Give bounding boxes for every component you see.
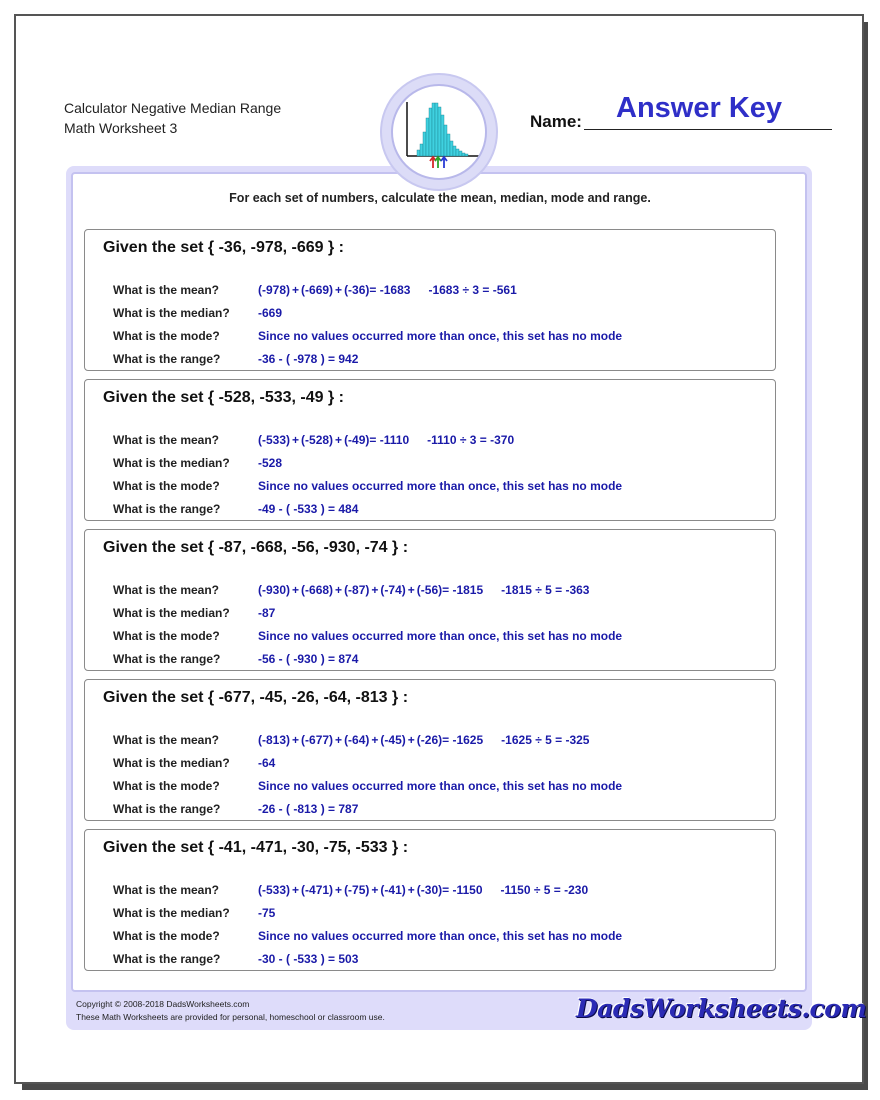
question-label: What is the mode? [113,329,220,343]
sum-term: (-471) [301,883,334,897]
plus-sign: + [335,433,343,447]
mean-division: -1150 ÷ 5 = -230 [500,883,589,897]
range-answer: -36 - ( -978 ) = 942 [258,352,359,366]
mode-answer: Since no values occurred more than once, this set has no mode [258,929,623,943]
median-answer: -669 [258,306,283,320]
sum-term: (-533) [258,883,291,897]
plus-sign: + [371,883,379,897]
median-answer: -75 [258,906,276,920]
plus-sign: + [371,733,379,747]
problem-box [84,829,776,971]
footer-copyright [76,998,385,1024]
sum-term: (-41) [380,883,406,897]
question-label: What is the range? [113,952,221,966]
mode-answer: Since no values occurred more than once, this set has no mode [258,779,623,793]
question-label: What is the mean? [113,733,220,747]
question-label: What is the median? [113,906,230,920]
question-label: What is the mode? [113,929,220,943]
median-term-highlighted: (-87) [344,583,370,597]
worksheet-title [64,98,281,138]
question-label: What is the mean? [113,583,220,597]
sum-term: (-978) [258,283,291,297]
copyright-text: Copyright © 2008-2018 DadsWorksheets.com [76,999,250,1009]
question-label: What is the median? [113,456,230,470]
question-label: What is the mean? [113,283,220,297]
plus-sign: + [407,583,415,597]
sum-term: (-49) [344,433,370,447]
mean-division: -1625 ÷ 5 = -325 [501,733,590,747]
mean-answer [258,581,589,599]
median-term-highlighted: (-528) [301,433,334,447]
problem-box [84,529,776,671]
plus-sign: + [292,283,300,297]
mean-division: -1683 ÷ 3 = -561 [428,283,517,297]
sum-term: (-930) [258,583,291,597]
mean-answer [258,731,589,749]
mean-answer [258,281,517,299]
worksheet-title-line1: Calculator Negative Median Range [64,100,282,116]
range-answer: -56 - ( -930 ) = 874 [258,652,359,666]
range-answer: -49 - ( -533 ) = 484 [258,502,359,516]
question-label: What is the range? [113,352,221,366]
question-label: What is the mean? [113,433,220,447]
mode-answer: Since no values occurred more than once, this set has no mode [258,629,623,643]
median-answer: -528 [258,456,283,470]
bell-curve-histogram-icon [393,86,485,178]
problem-box [84,679,776,821]
question-label: What is the mode? [113,479,220,493]
median-term-highlighted: (-669) [301,283,334,297]
mean-answer [258,431,514,449]
plus-sign: + [371,583,379,597]
sum-term: (-668) [301,583,334,597]
worksheet-page [14,14,867,1084]
problem-heading: Given the set { -87, -668, -56, -930, -74 } : [103,539,409,556]
problem-box [84,379,776,521]
problem-heading: Given the set { -36, -978, -669 } : [103,239,344,256]
problem-heading: Given the set { -677, -45, -26, -64, -813 } : [103,689,409,706]
plus-sign: + [407,733,415,747]
question-label: What is the range? [113,652,221,666]
plus-sign: + [292,733,300,747]
sum-result: = -1683 [369,283,411,297]
sum-term: (-26) [416,733,443,747]
dadsworksheets-logo: DadsWorksheets.com [576,994,867,1023]
usage-note: These Math Worksheets are provided for personal, homeschool or classroom use. [76,1012,385,1022]
plus-sign: + [292,433,300,447]
problem-heading: Given the set { -528, -533, -49 } : [103,389,344,406]
sum-term: (-30) [416,883,443,897]
median-term-highlighted: (-64) [344,733,370,747]
plus-sign: + [335,883,343,897]
problem-heading: Given the set { -41, -471, -30, -75, -533 } : [103,839,409,856]
median-answer: -64 [258,756,276,770]
histogram-logo-icon [380,73,498,191]
plus-sign: + [292,883,300,897]
name-line [584,129,832,130]
mean-division: -1110 ÷ 3 = -370 [427,433,515,447]
sum-result: = -1625 [442,733,484,747]
sum-term: (-36) [344,283,370,297]
question-label: What is the median? [113,306,230,320]
answer-key-title: Answer Key [616,92,783,124]
plus-sign: + [335,283,343,297]
median-term-highlighted: (-75) [344,883,370,897]
worksheet-title-line2: Math Worksheet 3 [64,120,178,136]
mode-answer: Since no values occurred more than once, this set has no mode [258,479,623,493]
mode-answer: Since no values occurred more than once, this set has no mode [258,329,623,343]
instructions: For each set of numbers, calculate the mean, median, mode and range. [229,191,651,205]
mean-division: -1815 ÷ 5 = -363 [501,583,590,597]
sum-term: (-74) [380,583,406,597]
plus-sign: + [407,883,415,897]
plus-sign: + [292,583,300,597]
sum-result: = -1150 [442,883,483,897]
sum-term: (-45) [380,733,406,747]
plus-sign: + [335,583,343,597]
question-label: What is the median? [113,756,230,770]
question-label: What is the mode? [113,779,220,793]
sum-term: (-533) [258,433,291,447]
question-label: What is the range? [113,502,221,516]
question-label: What is the median? [113,606,230,620]
median-answer: -87 [258,606,276,620]
name-label: Name: [530,112,582,131]
range-answer: -26 - ( -813 ) = 787 [258,802,359,816]
mean-answer [258,881,588,899]
question-label: What is the mode? [113,629,220,643]
question-label: What is the range? [113,802,221,816]
sum-term: (-56) [416,583,443,597]
sum-term: (-677) [301,733,334,747]
problem-box [84,229,776,371]
range-answer: -30 - ( -533 ) = 503 [258,952,359,966]
question-label: What is the mean? [113,883,220,897]
plus-sign: + [335,733,343,747]
sum-term: (-813) [258,733,291,747]
sum-result: = -1110 [369,433,410,447]
sum-result: = -1815 [442,583,484,597]
